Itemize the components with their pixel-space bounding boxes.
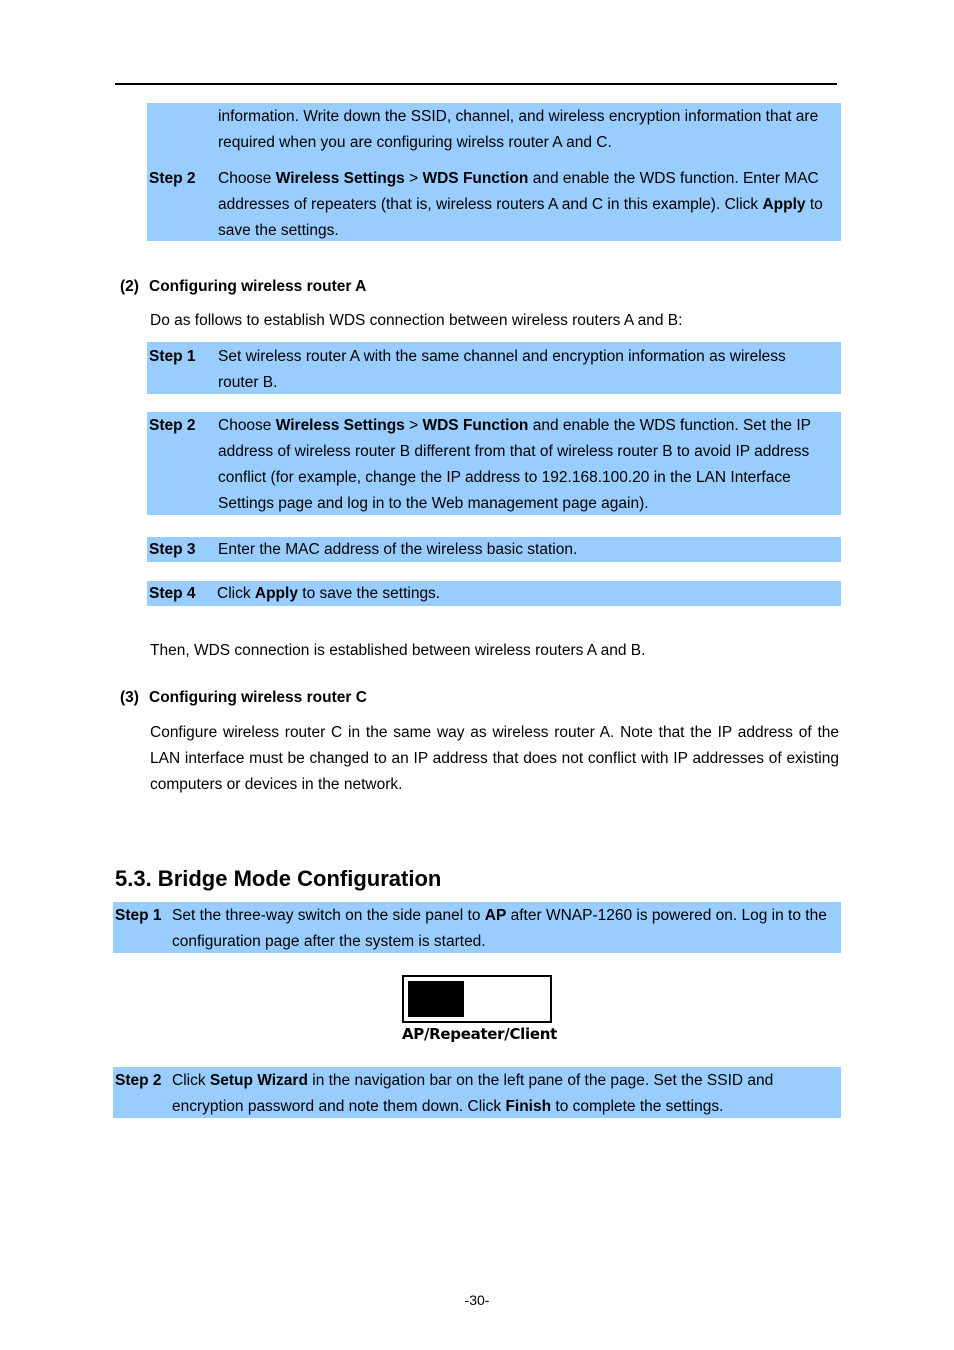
step-text-continued: information. Write down the SSID, channel, and wireless encryption information that are required when you are configuring wirelss router A and C. [218,108,819,151]
subsection-heading: (3) Configuring wireless router C [120,689,367,706]
figure-caption: AP/Repeater/Client [402,1025,557,1043]
step-label: Step 3 [149,541,196,558]
step-text: Click Apply to save the settings. [217,585,441,602]
step-label: Step 2 [149,170,196,187]
paragraph: Then, WDS connection is established between wireless routers A and B. [150,642,646,659]
header-rule [115,83,837,85]
step-text: Choose Wireless Settings > WDS Function and enable the WDS function. Set the IP address of wireless router B different from that of wireless router B to avoid IP address conflict (for example, change the IP address to 192.168.100.20 in the LAN Interface Settings page and log in to the Web management page again). [218,417,811,512]
step-text: Choose Wireless Settings > WDS Function and enable the WDS function. Enter MAC addresses of repeaters (that is, wireless routers A and C in this example). Click Apply to save the settings. [218,170,823,239]
page-number: -30- [464,1292,490,1308]
step-label: Step 1 [115,907,162,924]
three-way-switch-figure [402,975,557,1045]
step-label: Step 1 [149,348,196,365]
switch-frame [402,975,552,1023]
paragraph: Configure wireless router C in the same way as wireless router A. Note that the IP address of the LAN interface must be changed to an IP address that does not conflict with IP addresses of existing computers or devices in the network. [150,724,839,793]
step-text: Set the three-way switch on the side panel to AP after WNAP-1260 is powered on. Log in to the configuration page after the system is started. [172,907,827,950]
paragraph: Do as follows to establish WDS connection between wireless routers A and B: [150,312,683,329]
subsection-heading: (2) Configuring wireless router A [120,278,367,295]
step-text: Enter the MAC address of the wireless basic station. [218,541,578,558]
switch-knob [408,981,464,1017]
step-label: Step 2 [115,1072,162,1089]
section-title: 5.3. Bridge Mode Configuration [115,866,442,891]
step-text: Set wireless router A with the same channel and encryption information as wireless router B. [218,348,786,391]
step-label: Step 2 [149,417,196,434]
step-label: Step 4 [149,585,196,602]
step-text: Click Setup Wizard in the navigation bar on the left pane of the page. Set the SSID and encryption password and note them down. Click Finish to complete the settings. [172,1072,774,1115]
